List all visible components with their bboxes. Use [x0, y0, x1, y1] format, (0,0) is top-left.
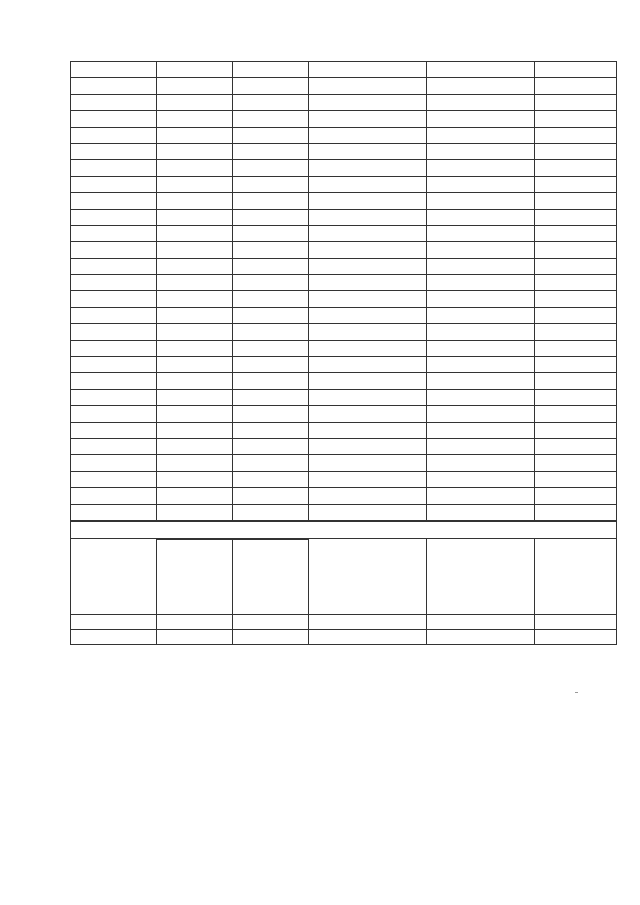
table-cell	[535, 225, 617, 241]
points-table-body	[71, 62, 617, 521]
table-cell	[233, 488, 309, 504]
table-cell	[535, 127, 617, 143]
table-cell	[157, 242, 233, 258]
table-cell	[157, 111, 233, 127]
table-cell	[427, 176, 535, 192]
table-cell	[535, 324, 617, 340]
table-cell	[71, 471, 157, 487]
table-cell	[233, 291, 309, 307]
table-cell	[233, 504, 309, 520]
table-cell	[535, 160, 617, 176]
table-cell	[233, 438, 309, 454]
header-label	[71, 539, 157, 615]
table-cell	[233, 324, 309, 340]
table-row	[71, 357, 617, 373]
table-cell	[71, 78, 157, 94]
table-cell	[427, 160, 535, 176]
table-cell	[233, 62, 309, 78]
table-cell	[427, 275, 535, 291]
table-cell	[309, 357, 427, 373]
table-row	[71, 111, 617, 127]
table-cell	[157, 471, 233, 487]
table-cell	[71, 258, 157, 274]
table-cell	[535, 275, 617, 291]
table-row	[71, 340, 617, 356]
table-cell	[309, 275, 427, 291]
table-row	[71, 127, 617, 143]
table-cell	[233, 258, 309, 274]
table-cell	[71, 242, 157, 258]
table-cell	[71, 324, 157, 340]
table-cell	[427, 193, 535, 209]
table-cell	[427, 357, 535, 373]
table-cell	[157, 357, 233, 373]
empty-cell	[309, 630, 427, 645]
table-cell	[427, 127, 535, 143]
table-cell	[535, 78, 617, 94]
table-cell	[535, 193, 617, 209]
table-row	[71, 488, 617, 504]
table-cell	[233, 357, 309, 373]
table-cell	[71, 406, 157, 422]
table-cell	[157, 455, 233, 471]
table-cell	[233, 307, 309, 323]
table-cell	[309, 193, 427, 209]
table-cell	[535, 111, 617, 127]
table-cell	[535, 62, 617, 78]
table-row	[71, 209, 617, 225]
table-cell	[71, 422, 157, 438]
table-cell	[233, 78, 309, 94]
table-row	[71, 62, 617, 78]
empty-cell	[157, 630, 233, 645]
table-cell	[535, 504, 617, 520]
table-cell	[427, 209, 535, 225]
empty-cell	[535, 630, 617, 645]
table-cell	[71, 143, 157, 159]
table-cell	[427, 504, 535, 520]
table-cell	[427, 62, 535, 78]
table-cell	[157, 258, 233, 274]
table-cell	[233, 455, 309, 471]
table-cell	[427, 225, 535, 241]
table-row	[71, 275, 617, 291]
table-cell	[309, 111, 427, 127]
table-cell	[71, 389, 157, 405]
table-cell	[157, 143, 233, 159]
table-cell	[233, 340, 309, 356]
table-cell	[309, 340, 427, 356]
table-cell	[535, 389, 617, 405]
table-cell	[157, 127, 233, 143]
table-cell	[157, 291, 233, 307]
table-row	[71, 471, 617, 487]
table-cell	[309, 160, 427, 176]
table-cell	[71, 62, 157, 78]
table-cell	[309, 78, 427, 94]
table-cell	[427, 291, 535, 307]
part-boundary-points-table	[70, 521, 617, 645]
table-cell	[71, 291, 157, 307]
table-cell	[427, 438, 535, 454]
table-row	[71, 389, 617, 405]
header-method	[309, 539, 427, 615]
table-cell	[309, 127, 427, 143]
table-cell	[427, 422, 535, 438]
table-row	[71, 438, 617, 454]
table-cell	[233, 471, 309, 487]
table-cell	[427, 455, 535, 471]
table-cell	[233, 193, 309, 209]
table-cell	[309, 504, 427, 520]
table-cell	[71, 357, 157, 373]
table-cell	[233, 160, 309, 176]
table-cell	[309, 471, 427, 487]
table-cell	[535, 422, 617, 438]
column-number	[427, 615, 535, 630]
table-cell	[309, 291, 427, 307]
table-row	[71, 160, 617, 176]
table-cell	[535, 455, 617, 471]
table-cell	[71, 193, 157, 209]
column-number	[309, 615, 427, 630]
table-row	[71, 373, 617, 389]
table-cell	[309, 324, 427, 340]
table-cell	[157, 160, 233, 176]
table-cell	[157, 176, 233, 192]
table-cell	[309, 422, 427, 438]
table-cell	[535, 438, 617, 454]
table-cell	[233, 94, 309, 110]
table-cell	[427, 406, 535, 422]
table-cell	[157, 62, 233, 78]
table-cell	[71, 275, 157, 291]
table-cell	[535, 242, 617, 258]
table-cell	[233, 373, 309, 389]
table-cell	[157, 209, 233, 225]
table-row	[71, 193, 617, 209]
table-cell	[309, 258, 427, 274]
table-cell	[71, 488, 157, 504]
table-cell	[427, 340, 535, 356]
scan-speck	[575, 692, 578, 693]
table-row	[71, 455, 617, 471]
empty-cell	[71, 630, 157, 645]
table-cell	[309, 488, 427, 504]
table-cell	[427, 307, 535, 323]
table-cell	[427, 111, 535, 127]
table-row	[71, 406, 617, 422]
table-row	[71, 143, 617, 159]
table-cell	[233, 422, 309, 438]
empty-cell	[427, 630, 535, 645]
table-cell	[71, 176, 157, 192]
table-cell	[535, 258, 617, 274]
table-cell	[535, 94, 617, 110]
section-title	[71, 522, 617, 539]
table-cell	[535, 406, 617, 422]
table-cell	[309, 225, 427, 241]
table-cell	[535, 291, 617, 307]
column-number	[535, 615, 617, 630]
table-cell	[309, 176, 427, 192]
table-row	[71, 94, 617, 110]
boundary-points-table	[70, 61, 617, 521]
table-cell	[157, 504, 233, 520]
table-cell	[535, 471, 617, 487]
table-cell	[535, 357, 617, 373]
table-cell	[427, 242, 535, 258]
table-cell	[309, 242, 427, 258]
table-row	[71, 307, 617, 323]
table-cell	[427, 373, 535, 389]
table-cell	[71, 438, 157, 454]
table-cell	[233, 176, 309, 192]
table-cell	[309, 62, 427, 78]
table-cell	[157, 225, 233, 241]
table-cell	[71, 209, 157, 225]
table-row	[71, 422, 617, 438]
table-cell	[157, 406, 233, 422]
table-cell	[309, 389, 427, 405]
table-cell	[71, 340, 157, 356]
table-cell	[157, 340, 233, 356]
table-cell	[157, 78, 233, 94]
table-cell	[71, 127, 157, 143]
table-cell	[71, 94, 157, 110]
header-description	[535, 539, 617, 615]
column-number	[157, 615, 233, 630]
header-y	[233, 540, 309, 615]
table-cell	[71, 455, 157, 471]
empty-row	[71, 630, 617, 645]
column-number	[233, 615, 309, 630]
table-row	[71, 225, 617, 241]
table-cell	[71, 504, 157, 520]
table-row	[71, 291, 617, 307]
table-cell	[309, 373, 427, 389]
table-cell	[157, 438, 233, 454]
table-cell	[309, 438, 427, 454]
table-cell	[535, 143, 617, 159]
table-cell	[535, 307, 617, 323]
table-row	[71, 504, 617, 520]
table-cell	[71, 160, 157, 176]
table-cell	[233, 225, 309, 241]
table-cell	[233, 111, 309, 127]
table-cell	[309, 94, 427, 110]
table-cell	[233, 209, 309, 225]
table-cell	[157, 422, 233, 438]
header-error	[427, 539, 535, 615]
table-row	[71, 78, 617, 94]
table-cell	[157, 373, 233, 389]
table-cell	[157, 275, 233, 291]
table-cell	[427, 488, 535, 504]
column-number	[71, 615, 157, 630]
table-cell	[427, 143, 535, 159]
header-x	[157, 540, 233, 615]
table-cell	[309, 406, 427, 422]
table-cell	[427, 94, 535, 110]
table-cell	[157, 488, 233, 504]
table-cell	[535, 176, 617, 192]
table-cell	[71, 225, 157, 241]
table-cell	[427, 258, 535, 274]
table-cell	[233, 242, 309, 258]
table-row	[71, 324, 617, 340]
table-cell	[157, 324, 233, 340]
table-cell	[535, 209, 617, 225]
table-cell	[71, 307, 157, 323]
table-cell	[233, 143, 309, 159]
table-row	[71, 242, 617, 258]
table-cell	[309, 307, 427, 323]
table-row	[71, 258, 617, 274]
table-cell	[427, 471, 535, 487]
column-numbers-row	[71, 615, 617, 630]
table-cell	[233, 389, 309, 405]
table-cell	[535, 340, 617, 356]
table-row	[71, 176, 617, 192]
table-cell	[71, 111, 157, 127]
table-cell	[309, 143, 427, 159]
table-cell	[157, 389, 233, 405]
table-cell	[309, 209, 427, 225]
table-cell	[157, 94, 233, 110]
empty-cell	[233, 630, 309, 645]
table-cell	[157, 307, 233, 323]
table-cell	[233, 406, 309, 422]
table-cell	[427, 78, 535, 94]
table-cell	[535, 488, 617, 504]
table-cell	[233, 127, 309, 143]
table-cell	[535, 373, 617, 389]
table-cell	[71, 373, 157, 389]
table-cell	[233, 275, 309, 291]
table-cell	[427, 389, 535, 405]
table-cell	[427, 324, 535, 340]
table-cell	[157, 193, 233, 209]
table-cell	[309, 455, 427, 471]
